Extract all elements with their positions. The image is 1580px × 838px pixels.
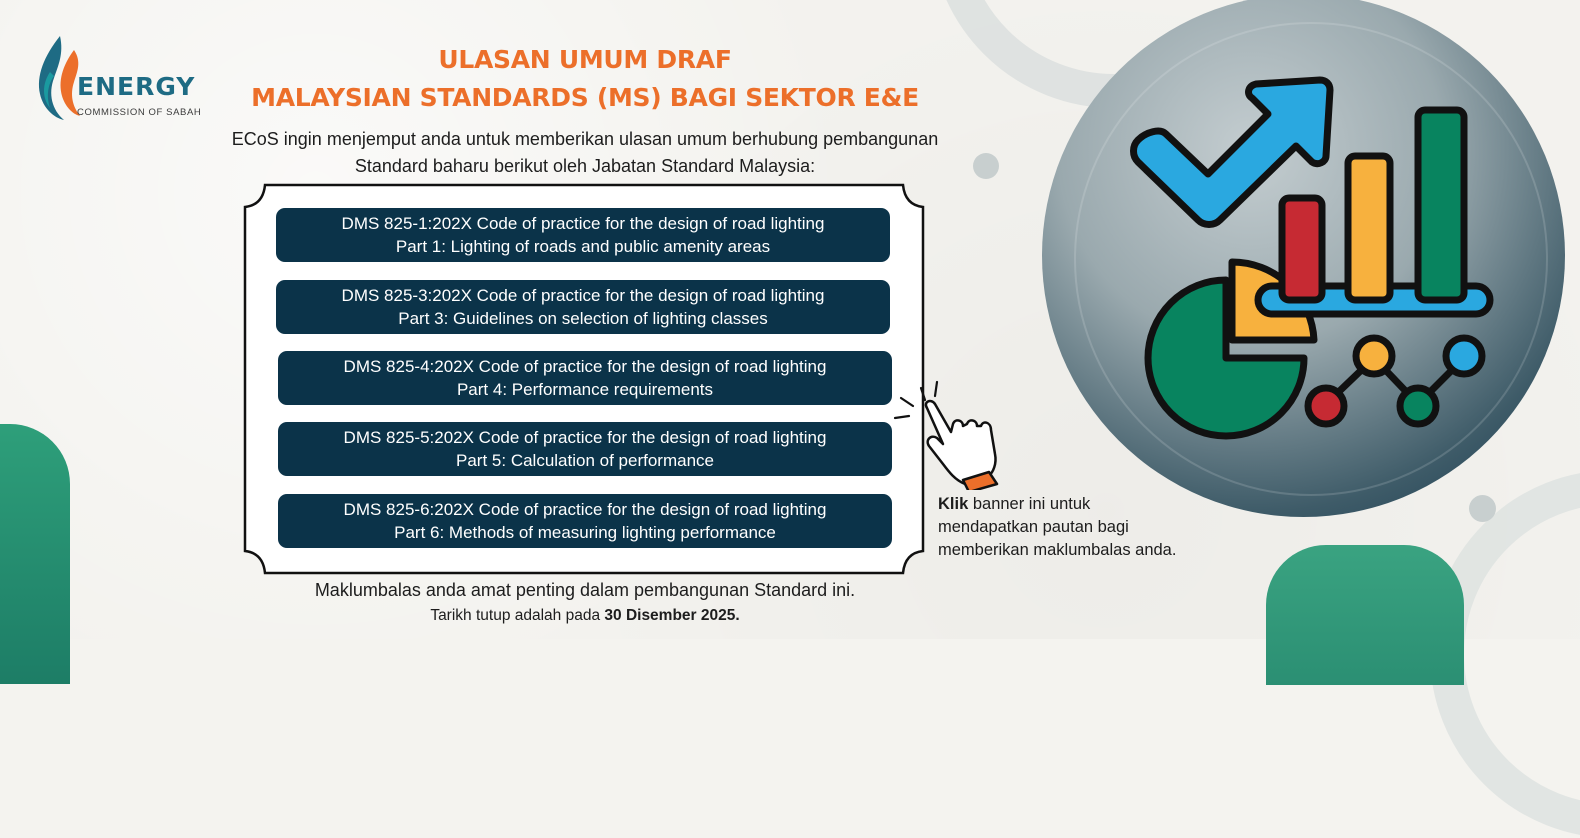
page-title-line-1: ULASAN UMUM DRAF (438, 45, 732, 74)
decorative-green-shape-left (0, 424, 70, 684)
standard-item-825-5[interactable] (278, 422, 892, 476)
analytics-chart-icon (1120, 70, 1510, 440)
footer-line-1: Maklumbalas anda amat penting dalam pembangunan Standard ini. (314, 580, 856, 600)
cta-text-3: memberikan maklumbalas anda. (938, 541, 1177, 559)
page-title-line-2: MALAYSIAN STANDARDS (MS) BAGI SEKTOR E&E (251, 83, 919, 112)
cta-text[interactable] (938, 493, 1208, 562)
cta-bold: Klik (938, 495, 969, 513)
standard-item-825-3[interactable] (276, 280, 890, 334)
standard-part: Part 5: Calculation of performance (456, 451, 714, 470)
intro-text (190, 126, 980, 180)
standard-code-title: DMS 825-3:202X Code of practice for the design of road lighting (341, 286, 825, 305)
footer-line-2-prefix: Tarikh tutup adalah pada (430, 607, 605, 624)
standard-code-title: DMS 825-4:202X Code of practice for the design of road lighting (343, 357, 827, 376)
logo-name: ENERGY (77, 72, 196, 101)
decorative-dot (1469, 495, 1496, 522)
standard-item-825-6[interactable] (278, 494, 892, 548)
standard-part: Part 3: Guidelines on selection of lighting classes (398, 309, 768, 328)
footer-line-2 (200, 607, 970, 625)
decorative-green-shape-right (1266, 545, 1464, 685)
standard-code-title: DMS 825-6:202X Code of practice for the design of road lighting (343, 500, 827, 519)
logo-subtitle: COMMISSION OF SABAH (77, 107, 202, 118)
standard-item-825-4[interactable] (278, 351, 892, 405)
cta-text-1: banner ini untuk (968, 495, 1091, 513)
cta-text-2: mendapatkan pautan bagi (938, 518, 1129, 536)
standard-code-title: DMS 825-1:202X Code of practice for the design of road lighting (341, 214, 825, 233)
standard-item-825-1[interactable] (276, 208, 890, 262)
standard-part: Part 1: Lighting of roads and public amenity areas (395, 237, 771, 256)
pointing-hand-icon[interactable] (893, 380, 1008, 490)
standard-part: Part 4: Performance requirements (456, 380, 714, 399)
standard-code-title: DMS 825-5:202X Code of practice for the design of road lighting (343, 428, 827, 447)
closing-date: 30 Disember 2025. (604, 607, 740, 624)
standard-part: Part 6: Methods of measuring lighting performance (394, 523, 776, 542)
intro-line-2: Standard baharu berikut oleh Jabatan Standard Malaysia: (354, 156, 816, 176)
intro-line-1: ECoS ingin menjemput anda untuk memberikan ulasan umum berhubung pembangunan (231, 129, 939, 149)
